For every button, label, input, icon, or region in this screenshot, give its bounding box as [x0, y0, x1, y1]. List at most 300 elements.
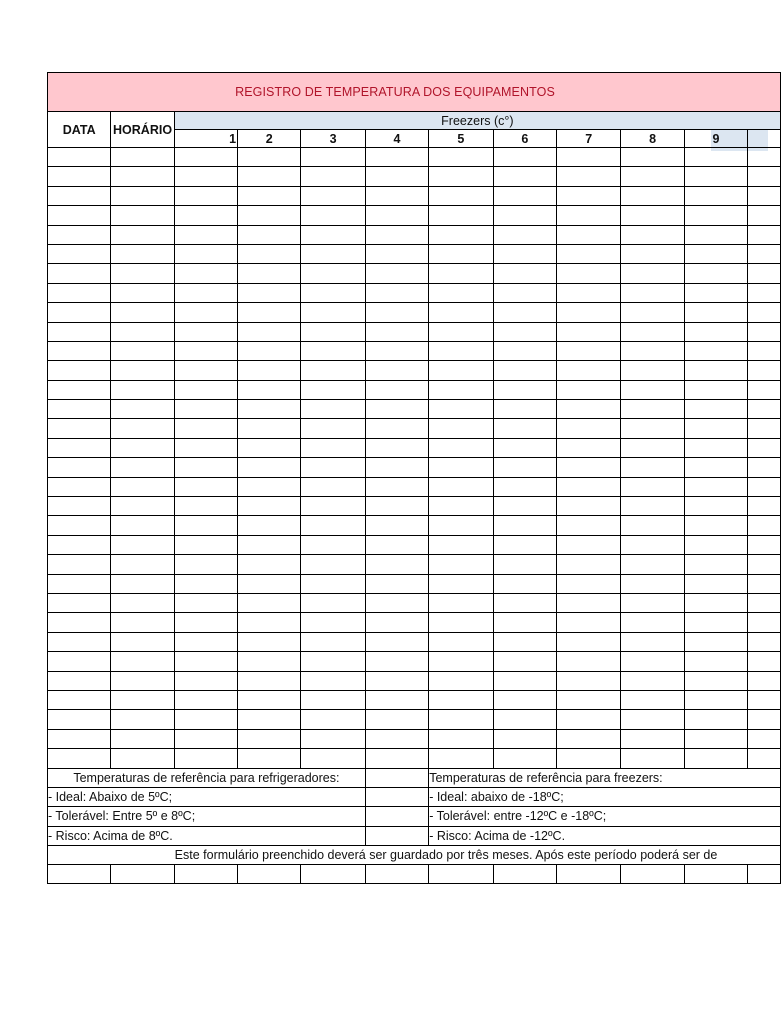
- table-cell[interactable]: [174, 341, 237, 360]
- table-cell[interactable]: [111, 264, 174, 283]
- table-cell[interactable]: [556, 380, 620, 399]
- table-cell[interactable]: [238, 244, 301, 263]
- table-cell[interactable]: [48, 206, 111, 225]
- table-cell[interactable]: [748, 865, 781, 884]
- table-cell[interactable]: [301, 380, 365, 399]
- table-cell[interactable]: [621, 865, 684, 884]
- table-cell[interactable]: [174, 419, 237, 438]
- table-cell[interactable]: [365, 477, 428, 496]
- table-cell[interactable]: [429, 516, 493, 535]
- table-cell[interactable]: [174, 264, 237, 283]
- table-cell[interactable]: [174, 283, 237, 302]
- table-cell[interactable]: [48, 690, 111, 709]
- table-cell[interactable]: [621, 361, 684, 380]
- table-cell[interactable]: [48, 225, 111, 244]
- table-cell[interactable]: [621, 497, 684, 516]
- table-cell[interactable]: [365, 244, 428, 263]
- table-cell[interactable]: [493, 632, 556, 651]
- table-cell[interactable]: [174, 225, 237, 244]
- table-cell[interactable]: [429, 535, 493, 554]
- table-cell[interactable]: [48, 264, 111, 283]
- table-cell[interactable]: [48, 749, 111, 768]
- table-cell[interactable]: [429, 652, 493, 671]
- table-cell[interactable]: [621, 419, 684, 438]
- table-cell[interactable]: [238, 632, 301, 651]
- table-cell[interactable]: [238, 671, 301, 690]
- table-cell[interactable]: [111, 361, 174, 380]
- table-cell[interactable]: [493, 865, 556, 884]
- table-cell[interactable]: [621, 749, 684, 768]
- table-cell[interactable]: [48, 535, 111, 554]
- table-cell[interactable]: [365, 497, 428, 516]
- table-cell[interactable]: [48, 458, 111, 477]
- table-cell[interactable]: [684, 186, 747, 205]
- table-cell[interactable]: [621, 303, 684, 322]
- table-cell[interactable]: [684, 225, 747, 244]
- table-cell[interactable]: [556, 690, 620, 709]
- table-cell[interactable]: [429, 438, 493, 457]
- table-cell[interactable]: [174, 555, 237, 574]
- table-cell[interactable]: [684, 613, 747, 632]
- table-cell[interactable]: [556, 206, 620, 225]
- table-cell[interactable]: [48, 419, 111, 438]
- table-cell[interactable]: [365, 749, 428, 768]
- table-cell[interactable]: [174, 438, 237, 457]
- table-cell[interactable]: [748, 206, 781, 225]
- table-cell[interactable]: [684, 729, 747, 748]
- table-cell[interactable]: [493, 710, 556, 729]
- table-cell[interactable]: [365, 303, 428, 322]
- table-cell[interactable]: [621, 535, 684, 554]
- table-cell[interactable]: [556, 729, 620, 748]
- table-cell[interactable]: [429, 361, 493, 380]
- table-cell[interactable]: [111, 516, 174, 535]
- table-cell[interactable]: [238, 400, 301, 419]
- table-cell[interactable]: [429, 206, 493, 225]
- table-cell[interactable]: [621, 458, 684, 477]
- table-cell[interactable]: [48, 477, 111, 496]
- table-cell[interactable]: [301, 283, 365, 302]
- table-cell[interactable]: [238, 148, 301, 167]
- table-cell[interactable]: [429, 613, 493, 632]
- table-cell[interactable]: [748, 710, 781, 729]
- table-cell[interactable]: [238, 283, 301, 302]
- table-cell[interactable]: [621, 477, 684, 496]
- table-cell[interactable]: [365, 516, 428, 535]
- table-cell[interactable]: [365, 535, 428, 554]
- table-cell[interactable]: [48, 186, 111, 205]
- table-cell[interactable]: [238, 458, 301, 477]
- table-cell[interactable]: [429, 477, 493, 496]
- table-cell[interactable]: [365, 438, 428, 457]
- spacer-cell[interactable]: [365, 826, 428, 845]
- table-cell[interactable]: [493, 535, 556, 554]
- table-cell[interactable]: [429, 264, 493, 283]
- table-cell[interactable]: [365, 361, 428, 380]
- table-cell[interactable]: [301, 419, 365, 438]
- table-cell[interactable]: [493, 574, 556, 593]
- table-cell[interactable]: [429, 419, 493, 438]
- table-cell[interactable]: [748, 555, 781, 574]
- table-cell[interactable]: [174, 632, 237, 651]
- table-cell[interactable]: [429, 283, 493, 302]
- table-cell[interactable]: [621, 710, 684, 729]
- table-cell[interactable]: [111, 167, 174, 186]
- table-cell[interactable]: [429, 244, 493, 263]
- table-cell[interactable]: [111, 341, 174, 360]
- table-cell[interactable]: [684, 690, 747, 709]
- table-cell[interactable]: [748, 322, 781, 341]
- table-cell[interactable]: [111, 574, 174, 593]
- spacer-cell[interactable]: [365, 807, 428, 826]
- table-cell[interactable]: [493, 400, 556, 419]
- table-cell[interactable]: [174, 710, 237, 729]
- table-cell[interactable]: [48, 341, 111, 360]
- table-cell[interactable]: [493, 283, 556, 302]
- table-cell[interactable]: [48, 283, 111, 302]
- table-cell[interactable]: [48, 167, 111, 186]
- table-cell[interactable]: [365, 206, 428, 225]
- table-cell[interactable]: [365, 380, 428, 399]
- table-cell[interactable]: [238, 690, 301, 709]
- table-cell[interactable]: [748, 690, 781, 709]
- table-cell[interactable]: [556, 225, 620, 244]
- table-cell[interactable]: [684, 283, 747, 302]
- table-cell[interactable]: [493, 729, 556, 748]
- table-cell[interactable]: [684, 535, 747, 554]
- table-cell[interactable]: [556, 283, 620, 302]
- table-cell[interactable]: [429, 690, 493, 709]
- table-cell[interactable]: [301, 555, 365, 574]
- table-cell[interactable]: [493, 380, 556, 399]
- table-cell[interactable]: [48, 652, 111, 671]
- table-cell[interactable]: [429, 710, 493, 729]
- table-cell[interactable]: [493, 749, 556, 768]
- table-cell[interactable]: [556, 671, 620, 690]
- table-cell[interactable]: [556, 477, 620, 496]
- table-cell[interactable]: [365, 652, 428, 671]
- table-cell[interactable]: [748, 303, 781, 322]
- table-cell[interactable]: [365, 555, 428, 574]
- table-cell[interactable]: [365, 865, 428, 884]
- table-cell[interactable]: [684, 632, 747, 651]
- table-cell[interactable]: [111, 865, 174, 884]
- table-cell[interactable]: [174, 303, 237, 322]
- table-cell[interactable]: [748, 438, 781, 457]
- table-cell[interactable]: [493, 555, 556, 574]
- table-cell[interactable]: [365, 593, 428, 612]
- table-cell[interactable]: [365, 729, 428, 748]
- table-cell[interactable]: [238, 729, 301, 748]
- table-cell[interactable]: [111, 438, 174, 457]
- table-cell[interactable]: [684, 458, 747, 477]
- table-cell[interactable]: [238, 865, 301, 884]
- table-cell[interactable]: [429, 148, 493, 167]
- table-cell[interactable]: [556, 749, 620, 768]
- table-cell[interactable]: [684, 477, 747, 496]
- table-cell[interactable]: [429, 186, 493, 205]
- table-cell[interactable]: [48, 244, 111, 263]
- table-cell[interactable]: [556, 341, 620, 360]
- table-cell[interactable]: [301, 477, 365, 496]
- table-cell[interactable]: [621, 244, 684, 263]
- table-cell[interactable]: [621, 186, 684, 205]
- table-cell[interactable]: [111, 652, 174, 671]
- table-cell[interactable]: [748, 497, 781, 516]
- table-cell[interactable]: [174, 186, 237, 205]
- table-cell[interactable]: [684, 244, 747, 263]
- table-cell[interactable]: [429, 458, 493, 477]
- table-cell[interactable]: [621, 593, 684, 612]
- table-cell[interactable]: [174, 690, 237, 709]
- table-cell[interactable]: [238, 574, 301, 593]
- table-cell[interactable]: [238, 593, 301, 612]
- table-cell[interactable]: [238, 535, 301, 554]
- table-cell[interactable]: [111, 690, 174, 709]
- table-cell[interactable]: [365, 690, 428, 709]
- table-cell[interactable]: [301, 148, 365, 167]
- table-cell[interactable]: [684, 167, 747, 186]
- table-cell[interactable]: [174, 516, 237, 535]
- table-cell[interactable]: [238, 186, 301, 205]
- table-cell[interactable]: [48, 438, 111, 457]
- table-cell[interactable]: [621, 574, 684, 593]
- table-cell[interactable]: [174, 652, 237, 671]
- table-cell[interactable]: [111, 710, 174, 729]
- table-cell[interactable]: [301, 865, 365, 884]
- table-cell[interactable]: [493, 497, 556, 516]
- table-cell[interactable]: [111, 671, 174, 690]
- table-cell[interactable]: [238, 225, 301, 244]
- table-cell[interactable]: [48, 613, 111, 632]
- table-cell[interactable]: [238, 516, 301, 535]
- table-cell[interactable]: [174, 380, 237, 399]
- table-cell[interactable]: [684, 710, 747, 729]
- table-cell[interactable]: [48, 729, 111, 748]
- table-cell[interactable]: [684, 148, 747, 167]
- table-cell[interactable]: [556, 361, 620, 380]
- table-cell[interactable]: [238, 380, 301, 399]
- table-cell[interactable]: [493, 613, 556, 632]
- table-cell[interactable]: [238, 710, 301, 729]
- table-cell[interactable]: [556, 555, 620, 574]
- table-cell[interactable]: [684, 206, 747, 225]
- table-cell[interactable]: [429, 380, 493, 399]
- table-cell[interactable]: [238, 264, 301, 283]
- table-cell[interactable]: [301, 303, 365, 322]
- table-cell[interactable]: [684, 497, 747, 516]
- table-cell[interactable]: [684, 652, 747, 671]
- table-cell[interactable]: [48, 303, 111, 322]
- table-cell[interactable]: [621, 264, 684, 283]
- table-cell[interactable]: [48, 574, 111, 593]
- table-cell[interactable]: [493, 225, 556, 244]
- table-cell[interactable]: [556, 574, 620, 593]
- table-cell[interactable]: [748, 380, 781, 399]
- table-cell[interactable]: [429, 865, 493, 884]
- table-cell[interactable]: [429, 341, 493, 360]
- table-cell[interactable]: [174, 458, 237, 477]
- table-cell[interactable]: [621, 225, 684, 244]
- table-cell[interactable]: [748, 535, 781, 554]
- table-cell[interactable]: [174, 865, 237, 884]
- table-cell[interactable]: [493, 186, 556, 205]
- table-cell[interactable]: [556, 865, 620, 884]
- table-cell[interactable]: [365, 322, 428, 341]
- table-cell[interactable]: [301, 458, 365, 477]
- table-cell[interactable]: [556, 419, 620, 438]
- table-cell[interactable]: [365, 148, 428, 167]
- table-cell[interactable]: [301, 341, 365, 360]
- table-cell[interactable]: [748, 613, 781, 632]
- table-cell[interactable]: [621, 690, 684, 709]
- table-cell[interactable]: [493, 690, 556, 709]
- table-cell[interactable]: [684, 438, 747, 457]
- table-cell[interactable]: [429, 593, 493, 612]
- table-cell[interactable]: [556, 710, 620, 729]
- table-cell[interactable]: [365, 186, 428, 205]
- table-cell[interactable]: [684, 419, 747, 438]
- table-cell[interactable]: [301, 225, 365, 244]
- table-cell[interactable]: [238, 341, 301, 360]
- table-cell[interactable]: [748, 477, 781, 496]
- table-cell[interactable]: [238, 167, 301, 186]
- table-cell[interactable]: [238, 652, 301, 671]
- table-cell[interactable]: [684, 264, 747, 283]
- table-cell[interactable]: [174, 497, 237, 516]
- table-cell[interactable]: [365, 283, 428, 302]
- table-cell[interactable]: [301, 438, 365, 457]
- table-cell[interactable]: [174, 244, 237, 263]
- table-cell[interactable]: [556, 244, 620, 263]
- table-cell[interactable]: [621, 729, 684, 748]
- table-cell[interactable]: [748, 749, 781, 768]
- table-cell[interactable]: [111, 148, 174, 167]
- table-cell[interactable]: [365, 632, 428, 651]
- table-cell[interactable]: [174, 729, 237, 748]
- table-cell[interactable]: [684, 574, 747, 593]
- table-cell[interactable]: [238, 749, 301, 768]
- table-cell[interactable]: [621, 652, 684, 671]
- table-cell[interactable]: [748, 341, 781, 360]
- table-cell[interactable]: [493, 148, 556, 167]
- table-cell[interactable]: [429, 555, 493, 574]
- table-cell[interactable]: [493, 322, 556, 341]
- table-cell[interactable]: [556, 400, 620, 419]
- table-cell[interactable]: [748, 244, 781, 263]
- table-cell[interactable]: [111, 729, 174, 748]
- table-cell[interactable]: [493, 341, 556, 360]
- table-cell[interactable]: [111, 458, 174, 477]
- table-cell[interactable]: [684, 380, 747, 399]
- table-cell[interactable]: [621, 632, 684, 651]
- table-cell[interactable]: [621, 438, 684, 457]
- table-cell[interactable]: [621, 148, 684, 167]
- table-cell[interactable]: [111, 186, 174, 205]
- table-cell[interactable]: [429, 729, 493, 748]
- table-cell[interactable]: [111, 225, 174, 244]
- table-cell[interactable]: [748, 148, 781, 167]
- table-cell[interactable]: [429, 225, 493, 244]
- table-cell[interactable]: [621, 516, 684, 535]
- table-cell[interactable]: [684, 516, 747, 535]
- table-cell[interactable]: [365, 225, 428, 244]
- table-cell[interactable]: [684, 322, 747, 341]
- table-cell[interactable]: [174, 574, 237, 593]
- table-cell[interactable]: [301, 729, 365, 748]
- table-cell[interactable]: [748, 186, 781, 205]
- table-cell[interactable]: [174, 535, 237, 554]
- table-cell[interactable]: [556, 186, 620, 205]
- table-cell[interactable]: [748, 729, 781, 748]
- table-cell[interactable]: [111, 244, 174, 263]
- table-cell[interactable]: [684, 361, 747, 380]
- table-cell[interactable]: [48, 497, 111, 516]
- table-cell[interactable]: [174, 148, 237, 167]
- table-cell[interactable]: [556, 322, 620, 341]
- table-cell[interactable]: [748, 167, 781, 186]
- table-cell[interactable]: [365, 574, 428, 593]
- table-cell[interactable]: [301, 574, 365, 593]
- table-cell[interactable]: [301, 593, 365, 612]
- table-cell[interactable]: [238, 419, 301, 438]
- table-cell[interactable]: [174, 671, 237, 690]
- table-cell[interactable]: [301, 322, 365, 341]
- table-cell[interactable]: [301, 535, 365, 554]
- table-cell[interactable]: [429, 167, 493, 186]
- table-cell[interactable]: [111, 419, 174, 438]
- table-cell[interactable]: [493, 419, 556, 438]
- table-cell[interactable]: [301, 710, 365, 729]
- table-cell[interactable]: [429, 400, 493, 419]
- table-cell[interactable]: [748, 400, 781, 419]
- table-cell[interactable]: [48, 380, 111, 399]
- table-cell[interactable]: [48, 516, 111, 535]
- table-cell[interactable]: [48, 632, 111, 651]
- table-cell[interactable]: [556, 458, 620, 477]
- table-cell[interactable]: [621, 380, 684, 399]
- table-cell[interactable]: [301, 749, 365, 768]
- table-cell[interactable]: [48, 361, 111, 380]
- table-cell[interactable]: [556, 613, 620, 632]
- table-cell[interactable]: [493, 303, 556, 322]
- table-cell[interactable]: [301, 206, 365, 225]
- table-cell[interactable]: [621, 283, 684, 302]
- table-cell[interactable]: [621, 555, 684, 574]
- table-cell[interactable]: [365, 264, 428, 283]
- table-cell[interactable]: [174, 749, 237, 768]
- table-cell[interactable]: [748, 671, 781, 690]
- table-cell[interactable]: [174, 322, 237, 341]
- table-cell[interactable]: [111, 400, 174, 419]
- table-cell[interactable]: [621, 341, 684, 360]
- table-cell[interactable]: [493, 671, 556, 690]
- table-cell[interactable]: [684, 555, 747, 574]
- table-cell[interactable]: [621, 613, 684, 632]
- table-cell[interactable]: [621, 322, 684, 341]
- table-cell[interactable]: [748, 516, 781, 535]
- table-cell[interactable]: [111, 380, 174, 399]
- table-cell[interactable]: [684, 671, 747, 690]
- table-cell[interactable]: [238, 361, 301, 380]
- table-cell[interactable]: [111, 632, 174, 651]
- table-cell[interactable]: [365, 710, 428, 729]
- table-cell[interactable]: [238, 303, 301, 322]
- table-cell[interactable]: [684, 341, 747, 360]
- table-cell[interactable]: [111, 477, 174, 496]
- table-cell[interactable]: [238, 477, 301, 496]
- table-cell[interactable]: [493, 244, 556, 263]
